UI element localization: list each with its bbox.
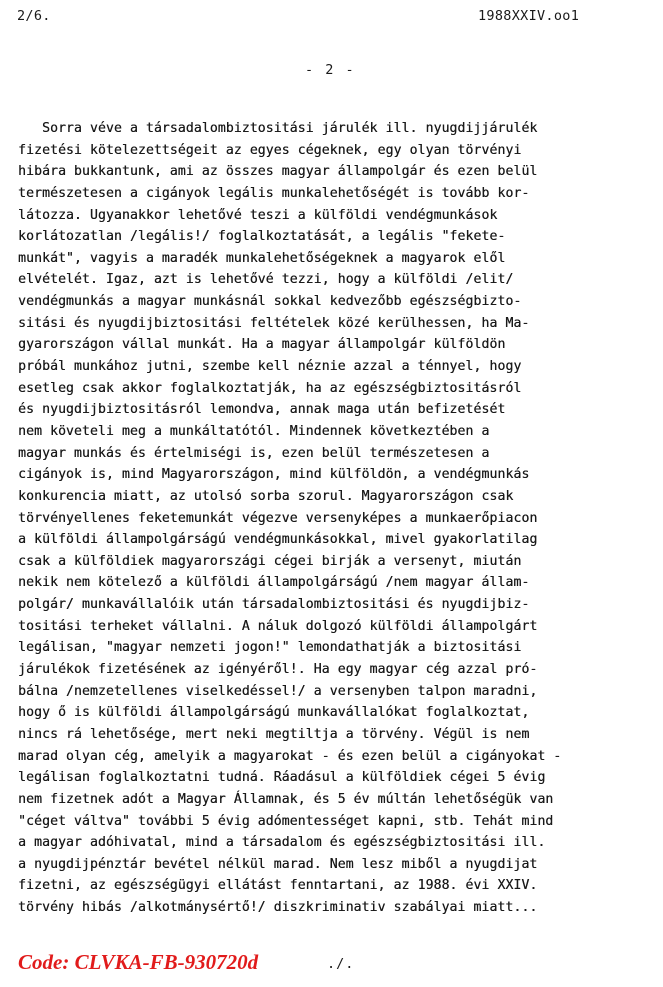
text-line: nem fizetnek adót a Magyar Államnak, és 5 év múltán lehetőségük van: [18, 791, 554, 807]
text-line: a magyar adóhivatal, mind a társadalom és egészségbiztositási ill.: [18, 835, 546, 851]
text-line: járulékok fizetésének az igényéről!. Ha egy magyar cég azzal pró-: [18, 662, 538, 678]
document-reference: 1988XXIV.oo1: [478, 8, 580, 24]
text-line: nekik nem kötelező a külföldi állampolgárságú /nem magyar állam-: [18, 575, 530, 591]
text-line: sitási és nyugdijbiztositási feltételek közé kerülhessen, ha Ma-: [18, 315, 530, 331]
footer: [18, 950, 658, 980]
text-line: nincs rá lehetősége, mert neki megtiltja a törvény. Végül is nem: [18, 726, 530, 742]
text-line: látozza. Ugyanakkor lehetővé teszi a külföldi vendégmunkások: [18, 207, 498, 223]
text-line: magyar munkás és értelmiségi is, ezen belül természetesen a: [18, 445, 490, 461]
text-line: és nyugdijbiztositásról lemondva, annak maga után befizetését: [18, 402, 506, 418]
text-line: konkurencia miatt, az utolsó sorba szorul. Magyarországon csak: [18, 488, 514, 504]
page-number: - 2 -: [305, 62, 356, 78]
text-line: "céget váltva" további 5 évig adómentességet kapni, stb. Tehát mind: [18, 813, 554, 829]
text-line: fizetni, az egészségügyi ellátást fenntartani, az 1988. évi XXIV.: [18, 878, 538, 894]
text-line: természetesen a cigányok legális munkalehetőségét is tovább kor-: [18, 185, 530, 201]
text-line: munkát", vagyis a maradék munkalehetőségeknek a magyarok elől: [18, 250, 506, 266]
text-line: fizetési kötelezettségeit az egyes cégeknek, egy olyan törvényi: [18, 142, 522, 158]
text-line: korlátozatlan /legális!/ foglalkoztatását, a legális "fekete-: [18, 229, 506, 245]
text-line: cigányok is, mind Magyarországon, mind külföldön, a vendégmunkás: [18, 467, 530, 483]
text-line: tositási terheket vállalni. A náluk dolgozó külföldi állampolgárt: [18, 618, 538, 634]
text-line: bálna /nemzetellenes viselkedéssel!/ a versenyben talpon maradni,: [18, 683, 538, 699]
text-line: esetleg csak akkor foglalkoztatják, ha az egészségbiztositásról: [18, 380, 522, 396]
text-line: csak a külföldiek magyarországi cégei birják a versenyt, miután: [18, 553, 522, 569]
code-stamp: Code: CLVKA-FB-930720d: [18, 950, 259, 974]
text-line: a nyugdijpénztár bevétel nélkül marad. Nem lesz miből a nyugdijat: [18, 856, 538, 872]
text-line: legálisan foglalkoztatni tudná. Ráadásul a külföldiek cégei 5 évig: [18, 770, 546, 786]
end-mark: ./.: [327, 956, 355, 972]
text-line: gyarországon vállal munkát. Ha a magyar állampolgár külföldön: [18, 337, 506, 353]
text-line: marad olyan cég, amelyik a magyarokat - és ezen belül a cigányokat -: [18, 748, 562, 764]
text-line: Sorra véve a társadalombiztositási járulék ill. nyugdijjárulék: [18, 121, 538, 136]
text-line: vendégmunkás a magyar munkásnál sokkal kedvezőbb egészségbizto-: [18, 294, 522, 310]
text-line: próbál munkához jutni, szembe kell néznie azzal a ténnyel, hogy: [18, 359, 522, 375]
text-line: törvényellenes feketemunkát végezve versenyképes a munkaerőpiacon: [18, 510, 538, 526]
text-line: polgár/ munkavállalóik után társadalombiztositási és nyugdijbiz-: [18, 597, 530, 613]
text-line: hibára bukkantunk, ami az összes magyar állampolgár és ezen belül: [18, 164, 538, 180]
text-line: hogy ő is külföldi állampolgárságú munkavállalókat foglalkoztat,: [18, 705, 530, 721]
page-fraction: 2/6.: [17, 8, 51, 24]
text-line: nem követeli meg a munkáltatótól. Mindennek következtében a: [18, 423, 490, 439]
text-line: elvételét. Igaz, azt is lehetővé tezzi, hogy a külföldi /elit/: [18, 272, 514, 288]
text-line: törvény hibás /alkotmánysértő!/ diszkriminativ szabályai miatt...: [18, 900, 538, 916]
text-line: legálisan, "magyar nemzeti jogon!" lemondathatják a biztositási: [18, 640, 522, 656]
body-text: [18, 118, 658, 919]
text-line: a külföldi állampolgárságú vendégmunkásokkal, mivel gyakorlatilag: [18, 532, 538, 548]
